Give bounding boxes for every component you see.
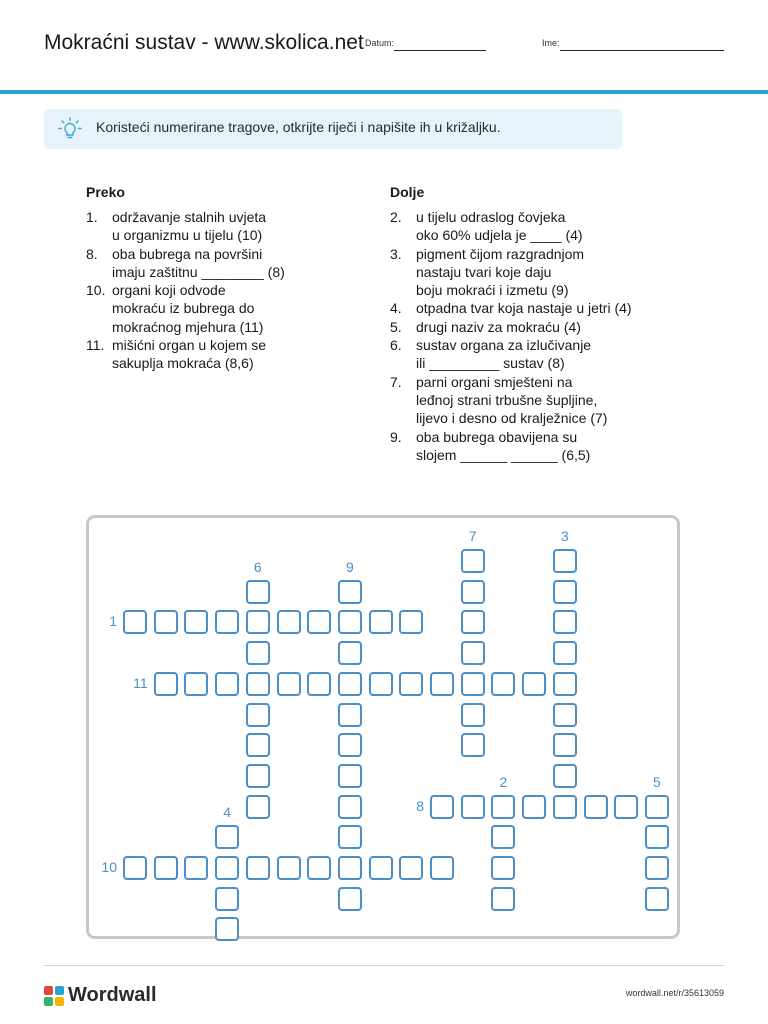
crossword-cell[interactable] (246, 641, 270, 665)
crossword-cell[interactable] (246, 703, 270, 727)
crossword-cell[interactable] (246, 672, 270, 696)
clue-number-label: 1 (109, 613, 117, 630)
clue-number-label: 11 (133, 674, 148, 691)
clue-number-label: 7 (468, 528, 477, 544)
crossword-cell[interactable] (553, 610, 577, 634)
crossword-cell[interactable] (399, 610, 423, 634)
clue-down-7: 7. parni organi smješteni na leđnoj strani trbušne šupljine, lijevo i desno od kralježnice (7) (390, 373, 608, 427)
crossword-cell[interactable] (338, 764, 362, 788)
clue-down-4: 4. otpadna tvar koja nastaje u jetri (4) (390, 300, 632, 317)
crossword-cell[interactable] (614, 795, 638, 819)
wordwall-logo-text: Wordwall (68, 984, 157, 1006)
crossword-cell[interactable] (338, 641, 362, 665)
crossword-cell[interactable] (645, 887, 669, 911)
name-label: Ime: (542, 38, 560, 48)
crossword-cell[interactable] (123, 610, 147, 634)
crossword-cell[interactable] (461, 795, 485, 819)
clue-number-label: 3 (560, 528, 569, 544)
crossword-cell[interactable] (338, 672, 362, 696)
across-title: Preko (86, 184, 125, 200)
crossword-cell[interactable] (430, 856, 454, 880)
crossword-cell[interactable] (246, 795, 270, 819)
crossword-cell[interactable] (154, 610, 178, 634)
crossword-cell[interactable] (430, 795, 454, 819)
crossword-cell[interactable] (645, 856, 669, 880)
clue-number-label: 9 (345, 558, 354, 575)
clue-across-10: 10. organi koji odvode mokraću iz bubrega do mokraćnog mjehura (11) (86, 282, 264, 335)
crossword-cell[interactable] (307, 856, 331, 880)
footer-divider (44, 965, 724, 966)
crossword-cell[interactable] (184, 856, 208, 880)
crossword-cell[interactable] (461, 610, 485, 634)
crossword-cell[interactable] (399, 672, 423, 696)
crossword-cell[interactable] (553, 703, 577, 727)
crossword-cell[interactable] (461, 580, 485, 604)
crossword-cell[interactable] (338, 733, 362, 757)
crossword-cell[interactable] (215, 825, 239, 849)
crossword-cell[interactable] (338, 610, 362, 634)
crossword-cell[interactable] (184, 610, 208, 634)
crossword-cell[interactable] (338, 887, 362, 911)
crossword-cell[interactable] (399, 856, 423, 880)
clue-down-9: 9. oba bubrega obavijena su slojem ______ ______ (6,5) (390, 428, 591, 463)
down-clues (390, 208, 710, 464)
crossword-cell[interactable] (491, 856, 515, 880)
crossword-cell[interactable] (338, 580, 362, 604)
crossword-cell[interactable] (553, 795, 577, 819)
crossword-cell[interactable] (553, 764, 577, 788)
clue-number-label: 10 (101, 859, 117, 875)
crossword-cell[interactable] (491, 795, 515, 819)
crossword-cell[interactable] (215, 610, 239, 634)
crossword-cell[interactable] (338, 825, 362, 849)
header-divider (0, 90, 768, 94)
crossword-cell[interactable] (154, 856, 178, 880)
date-label: Datum: (365, 38, 395, 48)
clue-across-11: 11. mišićni organ u kojem se sakuplja mokraća (8,6) (86, 337, 267, 372)
clue-down-3: 3. pigment čijom razgradnjom nastaju tvari koje daju boju mokraći i izmetu (9) (390, 245, 585, 299)
down-title: Dolje (390, 184, 425, 200)
instructions-text: Koristeći numerirane tragove, otkrijte riječi i napišite ih u križaljku. (96, 119, 501, 135)
instructions-box (44, 109, 622, 149)
crossword-cell[interactable] (307, 672, 331, 696)
crossword-cell[interactable] (369, 856, 393, 880)
crossword-cell[interactable] (461, 549, 485, 573)
crossword-cell[interactable] (491, 672, 515, 696)
clue-number-label: 5 (652, 773, 661, 790)
crossword-cell[interactable] (246, 610, 270, 634)
crossword-cell[interactable] (553, 672, 577, 696)
crossword-cell[interactable] (215, 917, 239, 941)
page-title: Mokraćni sustav - www.skolica.net (44, 31, 364, 54)
crossword-cell[interactable] (215, 672, 239, 696)
clue-down-6: 6. sustav organa za izlučivanje ili _________ sustav (8) (390, 337, 592, 372)
crossword-cell[interactable] (338, 856, 362, 880)
clue-across-8: 8. oba bubrega na površini imaju zaštitnu ________ (8) (86, 245, 285, 280)
crossword-cell[interactable] (246, 733, 270, 757)
crossword-cell[interactable] (369, 672, 393, 696)
crossword-cell[interactable] (430, 672, 454, 696)
crossword-cell[interactable] (123, 856, 147, 880)
crossword-cell[interactable] (491, 825, 515, 849)
clue-number-label: 2 (499, 773, 508, 790)
crossword-cell[interactable] (491, 887, 515, 911)
name-field[interactable] (560, 50, 724, 51)
clue-down-5: 5. drugi naziv za mokraću (4) (390, 318, 581, 335)
crossword-cell[interactable] (184, 672, 208, 696)
crossword-cell[interactable] (645, 825, 669, 849)
footer-url: wordwall.net/r/35613059 (625, 988, 724, 998)
wordwall-logo (44, 984, 157, 1007)
lightbulb-icon (58, 117, 82, 141)
crossword-cell[interactable] (338, 795, 362, 819)
crossword-cell[interactable] (277, 672, 301, 696)
clue-down-2: 2. u tijelu odraslog čovjeka oko 60% udjela je ____ (4) (390, 209, 583, 244)
crossword-cell[interactable] (522, 672, 546, 696)
crossword-cell[interactable] (154, 672, 178, 696)
crossword-cell[interactable] (461, 672, 485, 696)
crossword-cell[interactable] (215, 856, 239, 880)
crossword-cell[interactable] (461, 703, 485, 727)
clue-across-1: 1. održavanje stalnih uvjeta u organizmu u tijelu (10) (86, 209, 267, 244)
crossword-cell[interactable] (246, 764, 270, 788)
crossword-cell[interactable] (584, 795, 608, 819)
crossword-cell[interactable] (553, 641, 577, 665)
wordwall-logo-icon (44, 986, 64, 1006)
clue-number-label: 8 (416, 797, 424, 814)
crossword-cell[interactable] (307, 610, 331, 634)
crossword-cell[interactable] (246, 856, 270, 880)
crossword-cell[interactable] (461, 641, 485, 665)
clue-number-label: 6 (253, 558, 262, 575)
crossword-cell[interactable] (246, 580, 270, 604)
crossword-cell[interactable] (338, 703, 362, 727)
date-field[interactable] (394, 50, 486, 51)
across-clues (86, 208, 326, 373)
crossword-cell[interactable] (553, 549, 577, 573)
crossword-cell[interactable] (369, 610, 393, 634)
crossword-cell[interactable] (277, 610, 301, 634)
crossword-cell[interactable] (553, 733, 577, 757)
crossword-cell[interactable] (215, 887, 239, 911)
crossword-cell[interactable] (553, 580, 577, 604)
clue-number-label: 4 (223, 804, 231, 821)
crossword-cell[interactable] (645, 795, 669, 819)
crossword-cell[interactable] (461, 733, 485, 757)
crossword-cell[interactable] (522, 795, 546, 819)
crossword-cell[interactable] (277, 856, 301, 880)
